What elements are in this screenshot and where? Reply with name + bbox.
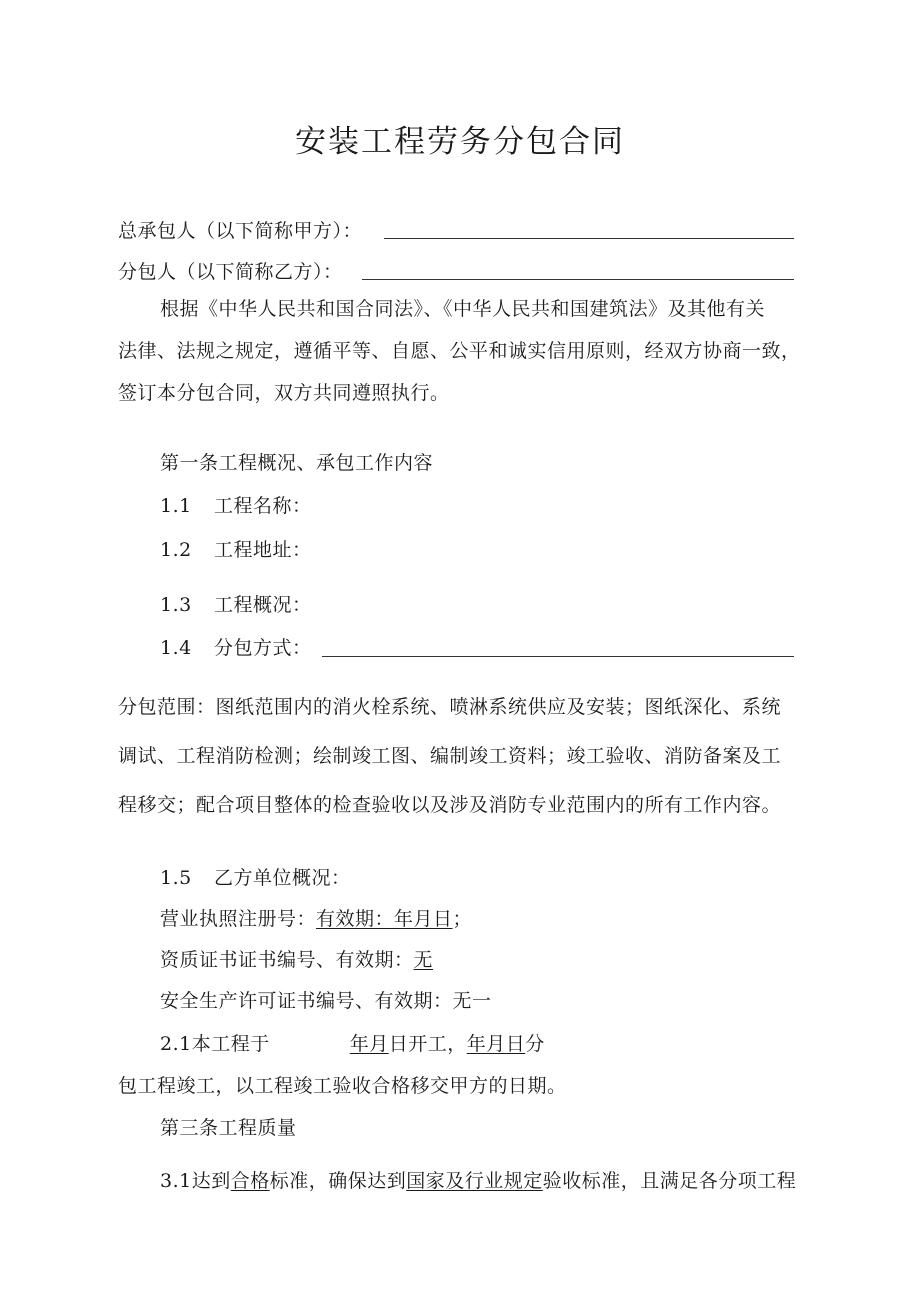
item-label: 分包方式：	[214, 637, 312, 659]
business-license-line	[160, 907, 472, 931]
scope-line-2: 调试、工程消防检测；绘制竣工图、编制竣工资料；竣工验收、消防备案及工	[118, 745, 782, 767]
qualification-value: 无	[413, 949, 434, 971]
item-label: 工程地址：	[214, 539, 312, 561]
subcontractor-label: 分包人（以下简称乙方）：	[118, 261, 343, 283]
contractor-label: 总承包人（以下简称甲方）：	[118, 220, 363, 242]
preamble-line-1: 根据《中华人民共和国合同法》、《中华人民共和国建筑法》及其他有关	[160, 298, 766, 320]
scope-line-1: 分包范围：图纸范围内的消火栓系统、喷淋系统供应及安装；图纸深化、系统	[118, 696, 782, 718]
item-1-1	[160, 494, 312, 518]
preamble-line-3: 签订本分包合同，双方共同遵照执行。	[118, 382, 450, 404]
item-1-2	[160, 538, 312, 562]
finish-suffix: 分	[525, 1033, 545, 1055]
license-tail: ；	[452, 908, 473, 930]
item-number: 1.1	[160, 495, 192, 517]
item-number: 1.2	[160, 539, 192, 561]
quality-text-b: 标准，确保达到	[269, 1170, 407, 1192]
item-1-3	[160, 593, 312, 617]
quality-standard: 合格	[230, 1170, 270, 1192]
item-label: 工程名称：	[214, 495, 312, 517]
article2-para-line-2: 包工程竣工，以工程竣工验收合格移交甲方的日期。	[118, 1075, 567, 1097]
quality-text-c: 验收标准，且满足各分项工程	[542, 1170, 797, 1192]
item-1-5	[160, 866, 351, 890]
finish-date: 年月日	[466, 1033, 526, 1055]
subcontractor-blank-line	[362, 279, 794, 280]
item-label: 乙方单位概况：	[214, 867, 351, 889]
start-suffix: 日开工，	[388, 1033, 467, 1055]
license-validity: 有效期：年月日	[316, 908, 453, 930]
article3-para-line-1	[160, 1169, 796, 1193]
document-title: 安装工程劳务分包合同	[295, 124, 625, 160]
item-label: 工程概况：	[214, 594, 312, 616]
item-number: 1.3	[160, 594, 192, 616]
quality-text-a: 3.1达到	[160, 1170, 231, 1192]
qualification-label: 资质证书证书编号、有效期：	[160, 949, 414, 971]
scope-line-3: 程移交；配合项目整体的检查验收以及涉及消防专业范围内的所有工作内容。	[118, 794, 782, 816]
item-number: 1.4	[160, 637, 192, 659]
item-1-4	[160, 636, 312, 660]
subcontract-method-blank-line	[322, 656, 794, 657]
contractor-blank-line	[384, 238, 794, 239]
start-year-month: 年月	[349, 1033, 389, 1055]
start-text: 2.1本工程于	[160, 1033, 270, 1055]
national-standard: 国家及行业规定	[406, 1170, 543, 1192]
item-number: 1.5	[160, 867, 192, 889]
article2-para-line-1	[160, 1032, 545, 1056]
article1-heading: 第一条工程概况、承包工作内容	[160, 452, 434, 474]
preamble-line-2: 法律、法规之规定，遵循平等、自愿、公平和诚实信用原则，经双方协商一致，	[118, 340, 801, 362]
license-label: 营业执照注册号：	[160, 908, 317, 930]
article3-heading: 第三条工程质量	[160, 1117, 297, 1139]
qualification-line	[160, 948, 433, 972]
safety-permit-line: 安全生产许可证书编号、有效期：无一	[160, 990, 492, 1012]
